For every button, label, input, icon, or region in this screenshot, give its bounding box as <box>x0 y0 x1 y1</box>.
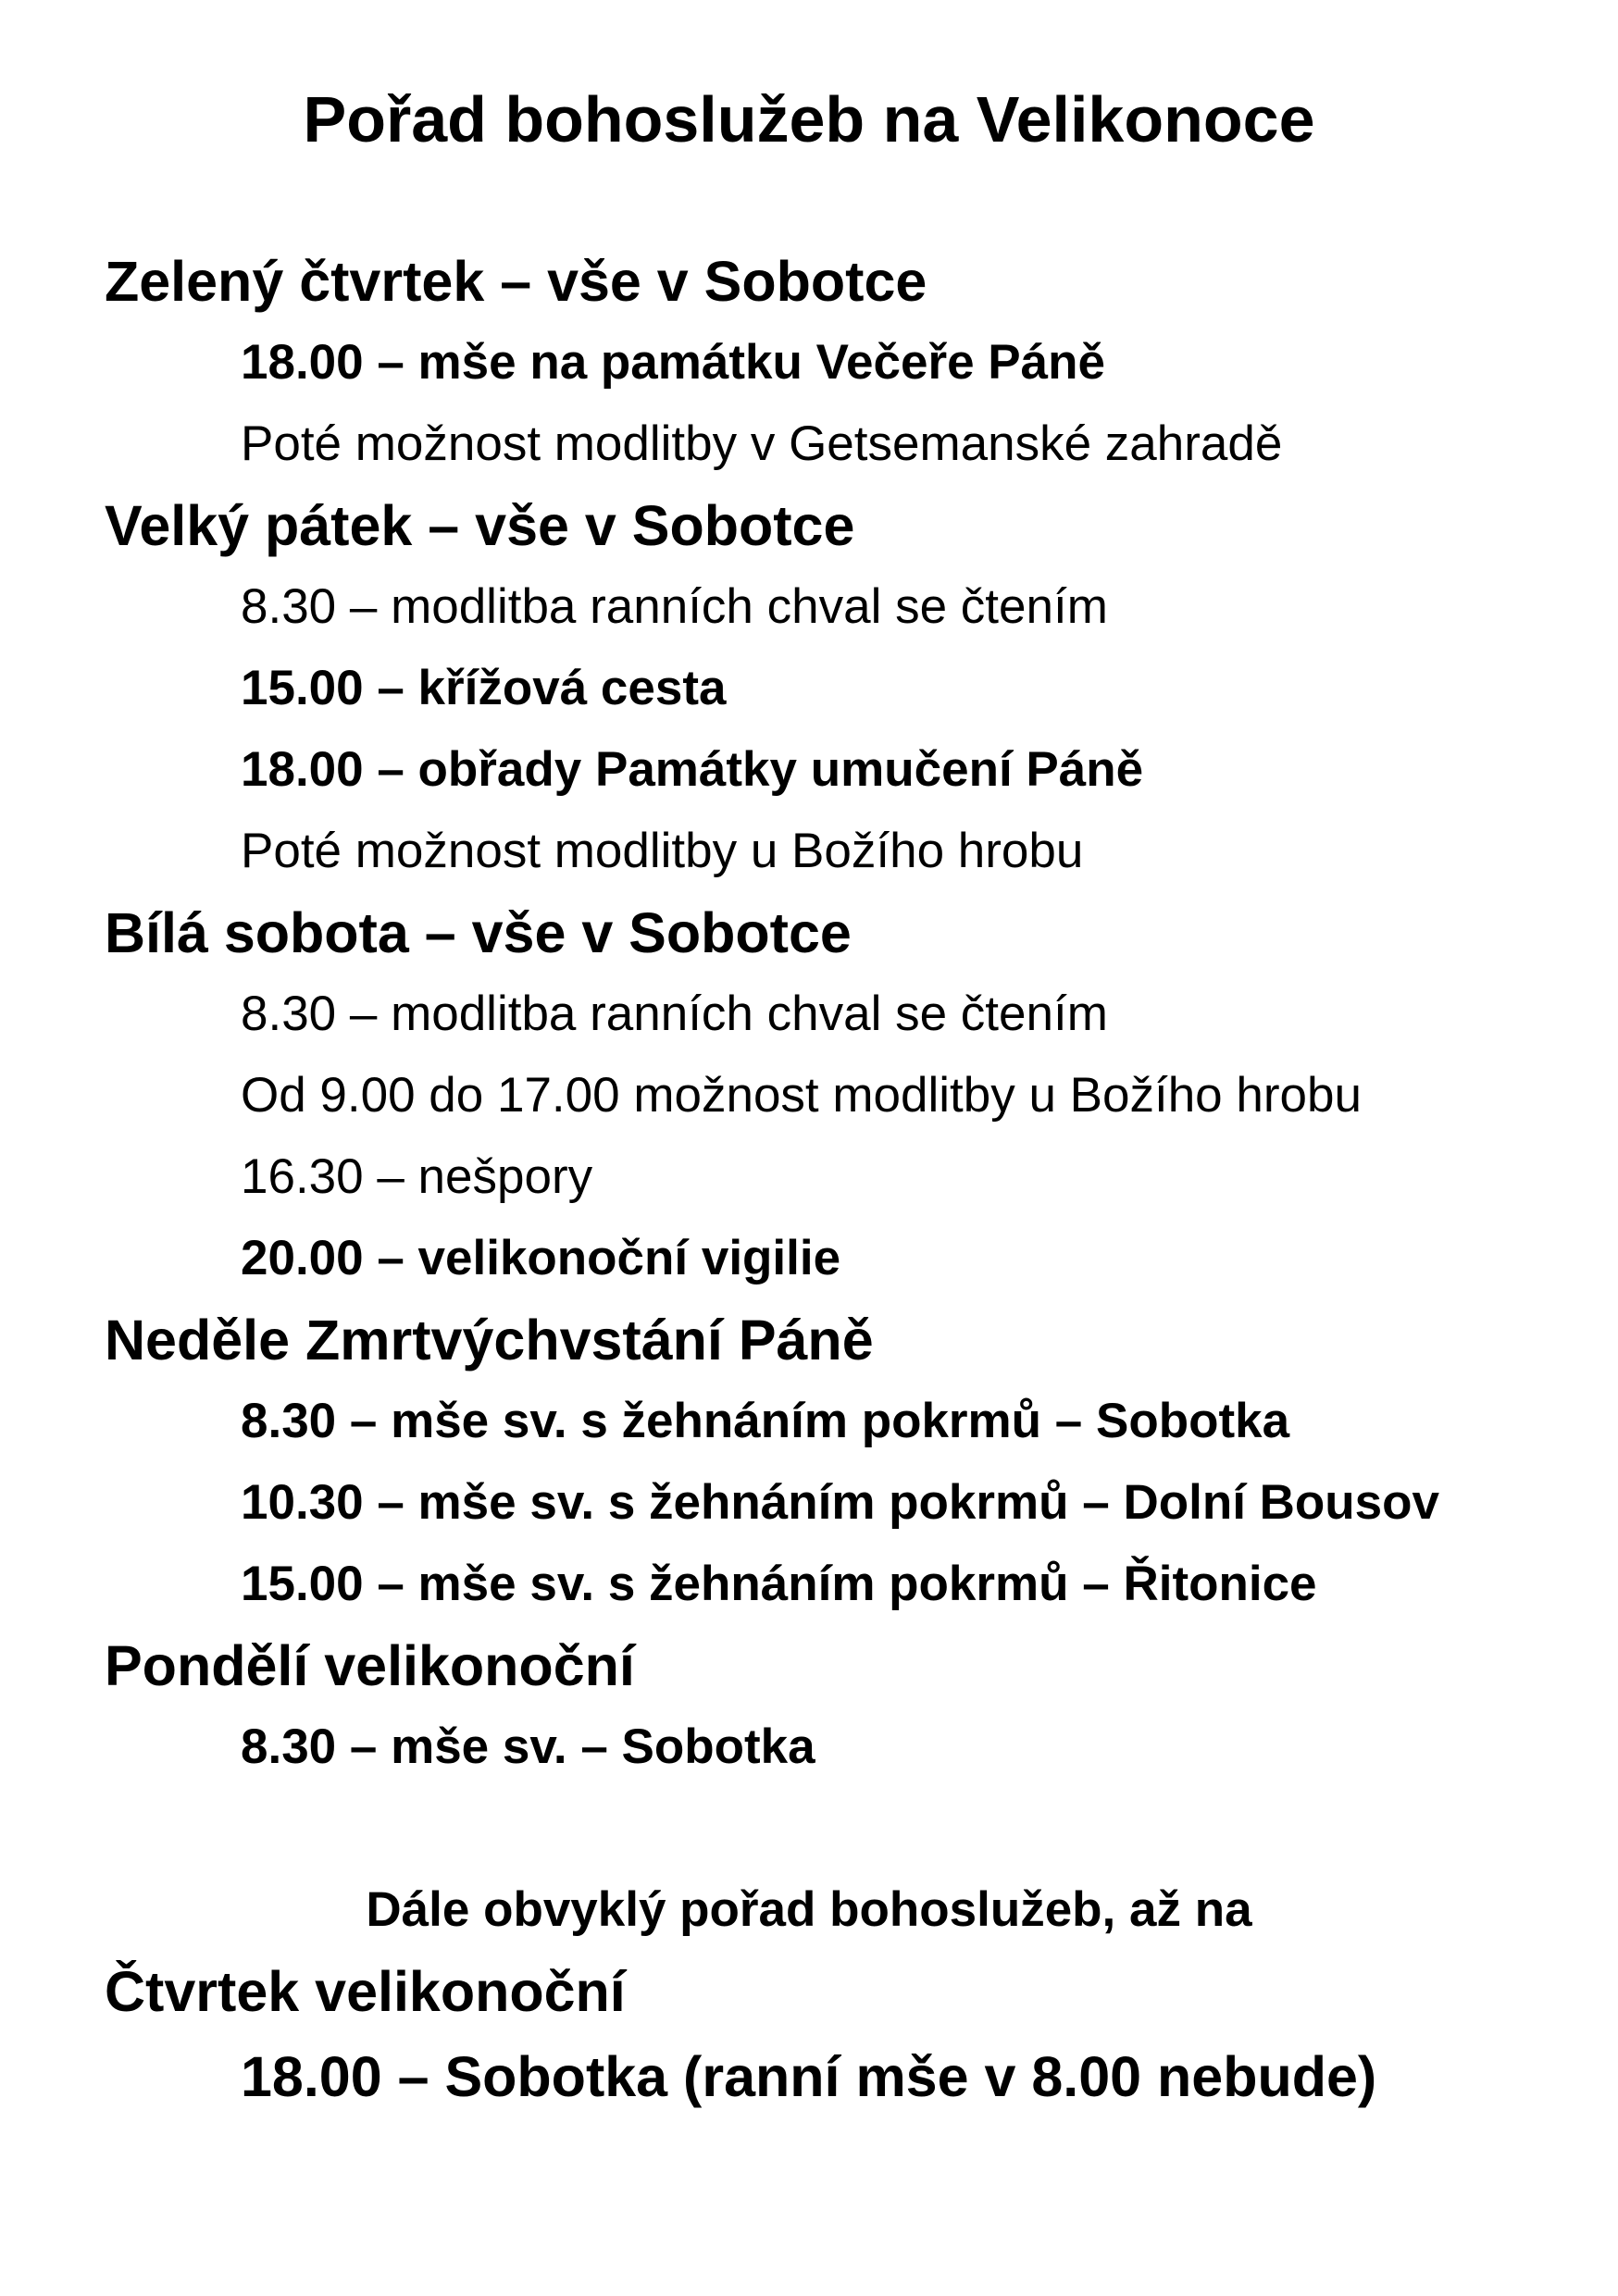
schedule-entry: 18.00 – mše na památku Večeře Páně <box>241 335 1105 390</box>
final-entry: 18.00 – Sobotka (ranní mše v 8.00 nebude) <box>241 2045 1377 2108</box>
note-text: Dále obvyklý pořad bohoslužeb, až na <box>366 1882 1252 1937</box>
schedule-entry: Poté možnost modlitby v Getsemanské zahradě <box>241 416 1283 471</box>
day-heading-velky-patek: Velký pátek – vše v Sobotce <box>105 494 855 557</box>
schedule-entry: Od 9.00 do 17.00 možnost modlitby u Božího hrobu <box>241 1068 1362 1123</box>
schedule-entry: 18.00 – obřady Památky umučení Páně <box>241 742 1144 797</box>
day-heading-zeleny-ctvrtek: Zelený čtvrtek – vše v Sobotce <box>105 250 927 313</box>
schedule-entry: 8.30 – modlitba ranních chval se čtením <box>241 579 1108 634</box>
schedule-entry: 15.00 – křížová cesta <box>241 661 727 715</box>
page-title: Pořad bohoslužeb na Velikonoce <box>303 83 1315 155</box>
schedule-entry: 20.00 – velikonoční vigilie <box>241 1231 841 1285</box>
schedule-entry: 16.30 – nešpory <box>241 1149 593 1204</box>
day-heading-pondeli: Pondělí velikonoční <box>105 1634 635 1697</box>
day-heading-bila-sobota: Bílá sobota – vše v Sobotce <box>105 901 852 964</box>
schedule <box>105 241 1567 2121</box>
schedule-entry: 8.30 – mše sv. – Sobotka <box>241 1719 815 1774</box>
schedule-entry: 8.30 – mše sv. s žehnáním pokrmů – Sobotka <box>241 1394 1290 1448</box>
day-heading-ctvrtek-velikonocni: Čtvrtek velikonoční <box>105 1960 626 2023</box>
schedule-entry: Poté možnost modlitby u Božího hrobu <box>241 824 1084 878</box>
schedule-entry: 10.30 – mše sv. s žehnáním pokrmů – Dolní Bousov <box>241 1475 1440 1530</box>
day-heading-nedele: Neděle Zmrtvýchvstání Páně <box>105 1309 874 1371</box>
schedule-entry: 15.00 – mše sv. s žehnáním pokrmů – Řitonice <box>241 1557 1317 1611</box>
spacer <box>105 1788 1567 1869</box>
schedule-entry: 8.30 – modlitba ranních chval se čtením <box>241 987 1108 1041</box>
